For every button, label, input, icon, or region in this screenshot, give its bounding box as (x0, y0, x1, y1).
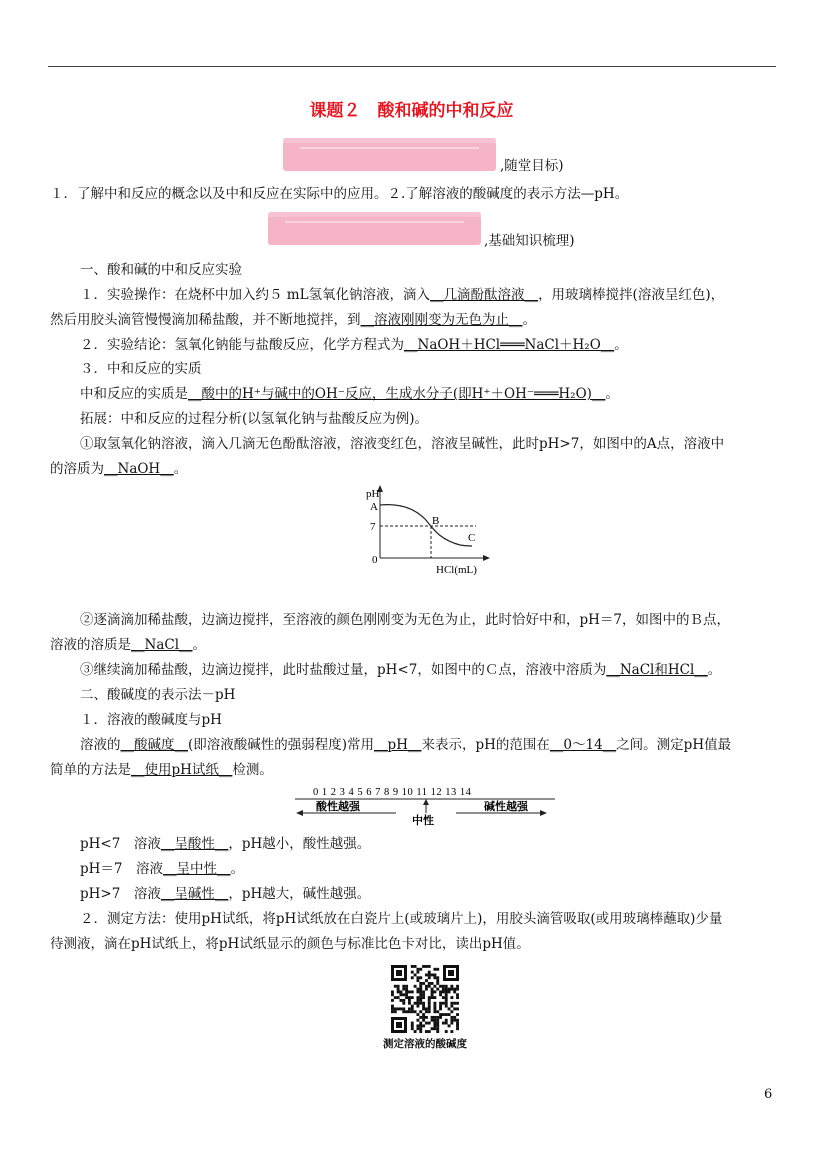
method-line-1: ２．测定方法：使用pH试纸，将pH试纸放在白瓷片上(或玻璃片上)，用胶头滴管吸取(或用玻璃棒蘸取)少量 (80, 911, 723, 927)
answer: __呈碱性__ (160, 886, 229, 902)
answer: __NaOH＋HCl═══NaCl＋H₂O__ (404, 337, 615, 353)
point1-line-2 (50, 459, 775, 479)
origin-label: 0 (372, 554, 378, 566)
point3-line (80, 660, 805, 680)
text: 之间。测定pH值最 (616, 737, 732, 753)
point-a-label: A (370, 501, 378, 513)
knowledge-banner-label: ,基础知识梳理) (484, 233, 575, 249)
text: 。 (707, 662, 722, 678)
tick-7-label: 7 (370, 521, 376, 533)
scale-numbers: 0 1 2 3 4 5 6 7 8 9 10 11 12 13 14 (313, 787, 472, 798)
text: 然后用胶头滴管慢慢滴加稀盐酸，并不断地搅拌，到 (50, 312, 361, 328)
goal-banner (283, 141, 496, 171)
answer: __使用pH试纸__ (131, 762, 233, 778)
text: 溶液的溶质是 (50, 637, 131, 653)
point2-line-2 (50, 635, 775, 655)
text: 。 (614, 337, 628, 353)
text: 检测。 (232, 762, 273, 778)
text: ③继续滴加稀盐酸，边滴边搅拌，此时盐酸过量，pH<7，如图中的Ｃ点，溶液中溶质为 (80, 662, 607, 678)
goal-banner-label: ,随堂目标) (500, 158, 564, 174)
text: 。 (173, 461, 188, 477)
essence-line (80, 384, 805, 404)
text: ，用玻璃棒搅拌(溶液呈红色)， (538, 287, 725, 303)
essence-heading: ３．中和反应的实质 (80, 361, 202, 377)
operation-line-2 (50, 310, 775, 330)
section2-sub1: １．溶液的酸碱度与pH (80, 712, 222, 728)
acid-stronger-label: 酸性越强 (316, 801, 360, 813)
conclusion-line (80, 335, 805, 355)
text: 。 (192, 637, 207, 653)
answer: __呈中性__ (163, 861, 231, 877)
neutral-label: 中性 (412, 815, 434, 827)
answer: __NaOH__ (104, 461, 174, 477)
text: pH<7 溶液 (80, 836, 161, 852)
answer: __NaCl__ (131, 637, 193, 653)
extension-line: 拓展：中和反应的过程分析(以氢氧化钠与盐酸反应为例)。 (80, 411, 429, 427)
text: 的溶质为 (50, 461, 104, 477)
point2-line-1: ②逐滴滴加稀盐酸，边滴边搅拌，至溶液的颜色刚刚变为无色为止，此时恰好中和，pH＝7，如图中的Ｂ点， (80, 612, 731, 628)
answer: __NaCl和HCl__ (606, 662, 708, 678)
qr-caption: 测定溶液的酸碱度 (383, 1038, 467, 1050)
answer: __溶液刚刚变为无色为止__ (360, 312, 523, 328)
text: 溶液的 (80, 737, 121, 753)
text: 。 (522, 312, 536, 328)
text: １．实验操作：在烧杯中加入约５ mL氢氧化钠溶液，滴入 (80, 287, 431, 303)
ph-scale-figure (290, 783, 560, 827)
text: (即溶液酸碱性的强弱程度)常用 (188, 737, 375, 753)
answer: __酸碱度__ (120, 737, 188, 753)
text: ，pH越小，酸性越强。 (228, 836, 371, 852)
answer: __几滴酚酞溶液__ (430, 287, 539, 303)
goal-text: １．了解中和反应的概念以及中和反应在实际中的应用。２.了解溶液的酸碱度的表示方法—pH。 (50, 186, 629, 202)
text: pH＝7 溶液 (80, 861, 164, 877)
text: 。 (605, 386, 619, 402)
text: pH>7 溶液 (80, 886, 161, 902)
point-c-label: C (468, 532, 476, 544)
section1-heading: 一、酸和碱的中和反应实验 (80, 262, 242, 278)
header-rule (48, 66, 776, 67)
point-b-label: B (432, 515, 440, 527)
qr-code (389, 963, 461, 1035)
operation-line-1 (80, 285, 805, 305)
base-stronger-label: 碱性越强 (484, 801, 528, 813)
basic-line (80, 884, 805, 904)
text: ２．实验结论：氢氧化钠能与盐酸反应，化学方程式为 (80, 337, 404, 353)
answer: __0～14__ (549, 737, 617, 753)
text: 中和反应的实质是 (80, 386, 188, 402)
page-number: 6 (764, 1087, 773, 1102)
y-axis-label: pH (366, 488, 380, 500)
answer: __呈酸性__ (160, 836, 229, 852)
text: ，pH越大，碱性越强。 (228, 886, 371, 902)
section2-heading: 二、酸碱度的表示法－pH (80, 687, 236, 703)
answer: __pH__ (374, 737, 422, 753)
page-title: 课题２ 酸和碱的中和反应 (309, 101, 514, 121)
ph-definition-line-1 (80, 735, 805, 755)
answer: __酸中的H⁺与碱中的OH⁻反应，生成水分子(即H⁺＋OH⁻═══H₂O)__ (188, 386, 606, 402)
knowledge-banner (268, 215, 481, 245)
text: 简单的方法是 (50, 762, 131, 778)
acidic-line (80, 834, 805, 854)
ph-definition-line-2 (50, 760, 775, 780)
text: 。 (230, 861, 245, 877)
ph-titration-graph (360, 483, 495, 578)
neutral-line (80, 859, 805, 879)
x-axis-label: HCl(mL) (436, 564, 477, 576)
method-line-2: 待测液，滴在pH试纸上，将pH试纸显示的颜色与标准比色卡对比，读出pH值。 (50, 936, 530, 952)
point1-line-1: ①取氢氧化钠溶液，滴入几滴无色酚酞溶液，溶液变红色，溶液呈碱性，此时pH>7，如图中的A点，溶液中 (80, 436, 725, 452)
text: 来表示，pH的范围在 (421, 737, 550, 753)
